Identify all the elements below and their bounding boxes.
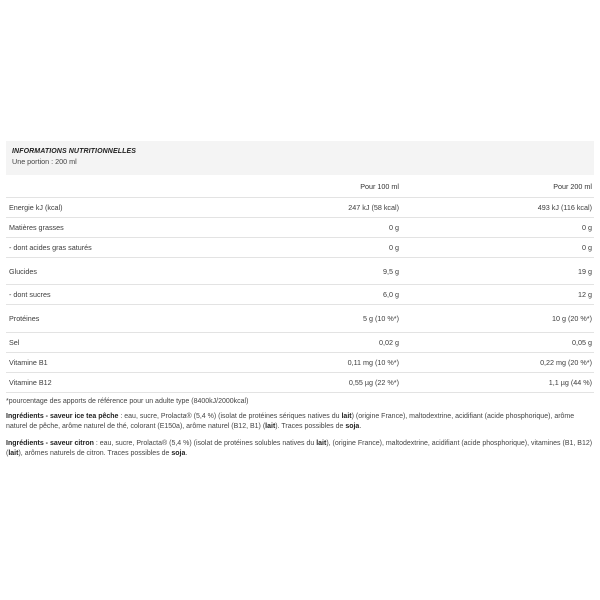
allergen-text: soja [345, 423, 360, 430]
value-per-200ml: 19 g [401, 258, 594, 285]
value-per-100ml: 6,0 g [209, 285, 401, 305]
nutrition-title: INFORMATIONS NUTRITIONNELLES [12, 148, 136, 155]
nutrient-label: Glucides [6, 258, 209, 285]
ingredients-paragraph [6, 412, 594, 432]
value-per-100ml: 0,02 g [209, 333, 401, 353]
nutrition-header [6, 141, 594, 175]
value-per-200ml: 493 kJ (116 kcal) [401, 198, 594, 218]
value-per-100ml: 9,5 g [209, 258, 401, 285]
table-row [6, 198, 594, 218]
table-header-row [6, 175, 594, 198]
value-per-100ml: 0 g [209, 238, 401, 258]
column-header-per-100ml: Pour 100 ml [209, 175, 401, 198]
ingredients-text: . [185, 450, 188, 457]
allergen-text: lait [316, 440, 327, 447]
column-header-nutrient [6, 175, 209, 198]
value-per-200ml: 0,22 mg (20 %*) [401, 353, 594, 373]
portion-size: Une portion : 200 ml [12, 157, 77, 166]
allergen-text: soja [171, 450, 186, 457]
allergen-text: lait [265, 423, 276, 430]
table-row [6, 218, 594, 238]
nutrient-label: Sel [6, 333, 209, 353]
ingredients-text: ), (origine France), maltodextrine, acidifiant (acide phosphorique), vitamines (B1, B12) ( [6, 440, 593, 457]
value-per-100ml: 0,55 µg (22 %*) [209, 373, 401, 393]
allergen-text: lait [341, 413, 352, 420]
value-per-200ml: 0,05 g [401, 333, 594, 353]
ingredients-text: ). Traces possibles de [275, 423, 346, 430]
table-row [6, 305, 594, 333]
nutrient-label: Protéines [6, 305, 209, 333]
table-row [6, 258, 594, 285]
ingredients-paragraph [6, 439, 594, 459]
footnote: *pourcentage des apports de référence pour un adulte type (8400kJ/2000kcal) [6, 398, 249, 405]
nutrient-label: Matières grasses [6, 218, 209, 238]
value-per-100ml: 0 g [209, 218, 401, 238]
value-per-200ml: 10 g (20 %*) [401, 305, 594, 333]
value-per-200ml: 0 g [401, 238, 594, 258]
table-row [6, 238, 594, 258]
ingredients-text: ) (origine France), maltodextrine, acidifiant (acide phosphorique), arôme naturel de pêche, arôme naturel de thé, colorant (E150a), arôme naturel (B12, B1) ( [6, 413, 575, 430]
value-per-100ml: 5 g (10 %*) [209, 305, 401, 333]
nutrient-label: Vitamine B12 [6, 373, 209, 393]
ingredients-label: Ingrédients - saveur citron [6, 440, 94, 447]
table-row [6, 333, 594, 353]
ingredients-section [6, 412, 594, 459]
nutrition-panel [6, 141, 594, 459]
allergen-text: lait [8, 450, 19, 457]
nutrient-label: - dont sucres [6, 285, 209, 305]
value-per-100ml: 247 kJ (58 kcal) [209, 198, 401, 218]
nutrient-label: - dont acides gras saturés [6, 238, 209, 258]
nutrient-label: Vitamine B1 [6, 353, 209, 373]
nutrient-label: Energie kJ (kcal) [6, 198, 209, 218]
column-header-per-200ml: Pour 200 ml [401, 175, 594, 198]
table-row [6, 353, 594, 373]
value-per-200ml: 0 g [401, 218, 594, 238]
ingredients-text: ), arômes naturels de citron. Traces possibles de [18, 450, 172, 457]
ingredients-text: : eau, sucre, Prolacta® (5,4 %) (isolat de protéines solubles natives du [93, 440, 317, 447]
nutrition-table [6, 175, 594, 393]
value-per-200ml: 1,1 µg (44 %) [401, 373, 594, 393]
table-row [6, 373, 594, 393]
ingredients-label: Ingrédients - saveur ice tea pêche [6, 413, 119, 420]
ingredients-text: . [359, 423, 362, 430]
ingredients-text: : eau, sucre, Prolacta® (5,4 %) (isolat de protéines sériques natives du [118, 413, 342, 420]
value-per-100ml: 0,11 mg (10 %*) [209, 353, 401, 373]
value-per-200ml: 12 g [401, 285, 594, 305]
table-row [6, 285, 594, 305]
